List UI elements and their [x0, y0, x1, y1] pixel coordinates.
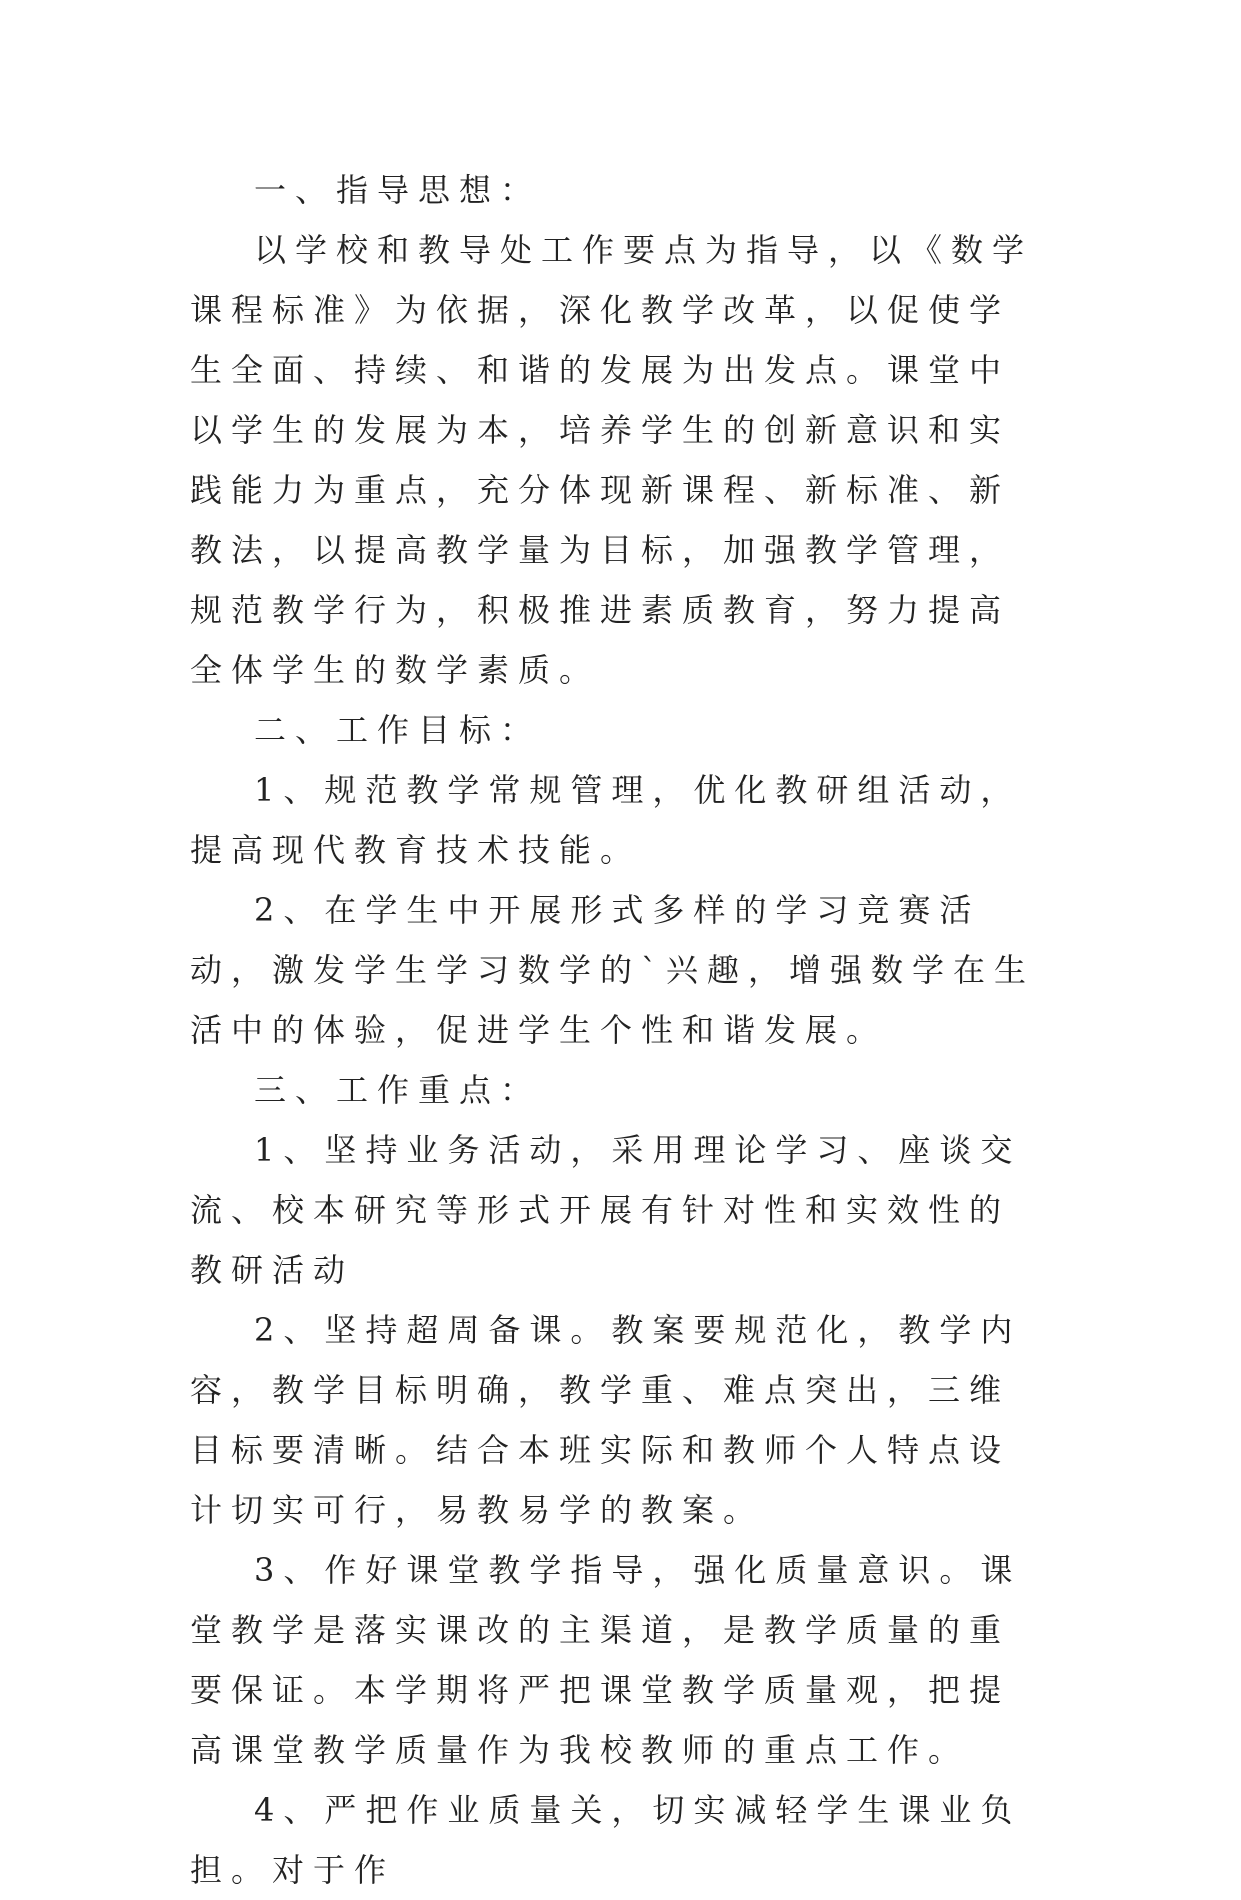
paragraph-work-focus-2: 2、坚持超周备课。教案要规范化，教学内容，教学目标明确，教学重、难点突出，三维目标要清晰。结合本班实际和教师个人特点设计切实可行，易教易学的教案。: [190, 1311, 1022, 1529]
section-heading-work-focus: 三、工作重点：: [254, 1071, 542, 1109]
section-heading-guiding-ideology: 一、指导思想：: [254, 171, 542, 209]
paragraph-work-goal-1: 1、规范教学常规管理，优化教研组活动，提高现代教育技术技能。: [190, 771, 1022, 869]
paragraph-work-focus-3: 3、作好课堂教学指导，强化质量意识。课堂教学是落实课改的主渠道，是教学质量的重要保证。本学期将严把课堂教学质量观，把提高课堂教学质量作为我校教师的重点工作。: [190, 1551, 1022, 1769]
document-body: [190, 160, 1050, 1900]
paragraph-work-focus-1: 1、坚持业务活动，采用理论学习、座谈交流、校本研究等形式开展有针对性和实效性的教研活动: [190, 1131, 1022, 1289]
paragraph-guiding-ideology: 以学校和教导处工作要点为指导，以《数学课程标准》为依据，深化教学改革，以促使学生全面、持续、和谐的发展为出发点。课堂中以学生的发展为本，培养学生的创新意识和实践能力为重点，充分体现新课程、新标准、新教法，以提高教学量为目标，加强教学管理，规范教学行为，积极推进素质教育，努力提高全体学生的数学素质。: [190, 231, 1034, 689]
section-heading-work-goals: 二、工作目标：: [254, 711, 542, 749]
paragraph-work-goal-2: 2、在学生中开展形式多样的学习竞赛活动，激发学生学习数学的`兴趣，增强数学在生活中的体验，促进学生个性和谐发展。: [190, 891, 1036, 1049]
paragraph-work-focus-4: 4、严把作业质量关，切实减轻学生课业负担。对于作: [190, 1791, 1022, 1889]
